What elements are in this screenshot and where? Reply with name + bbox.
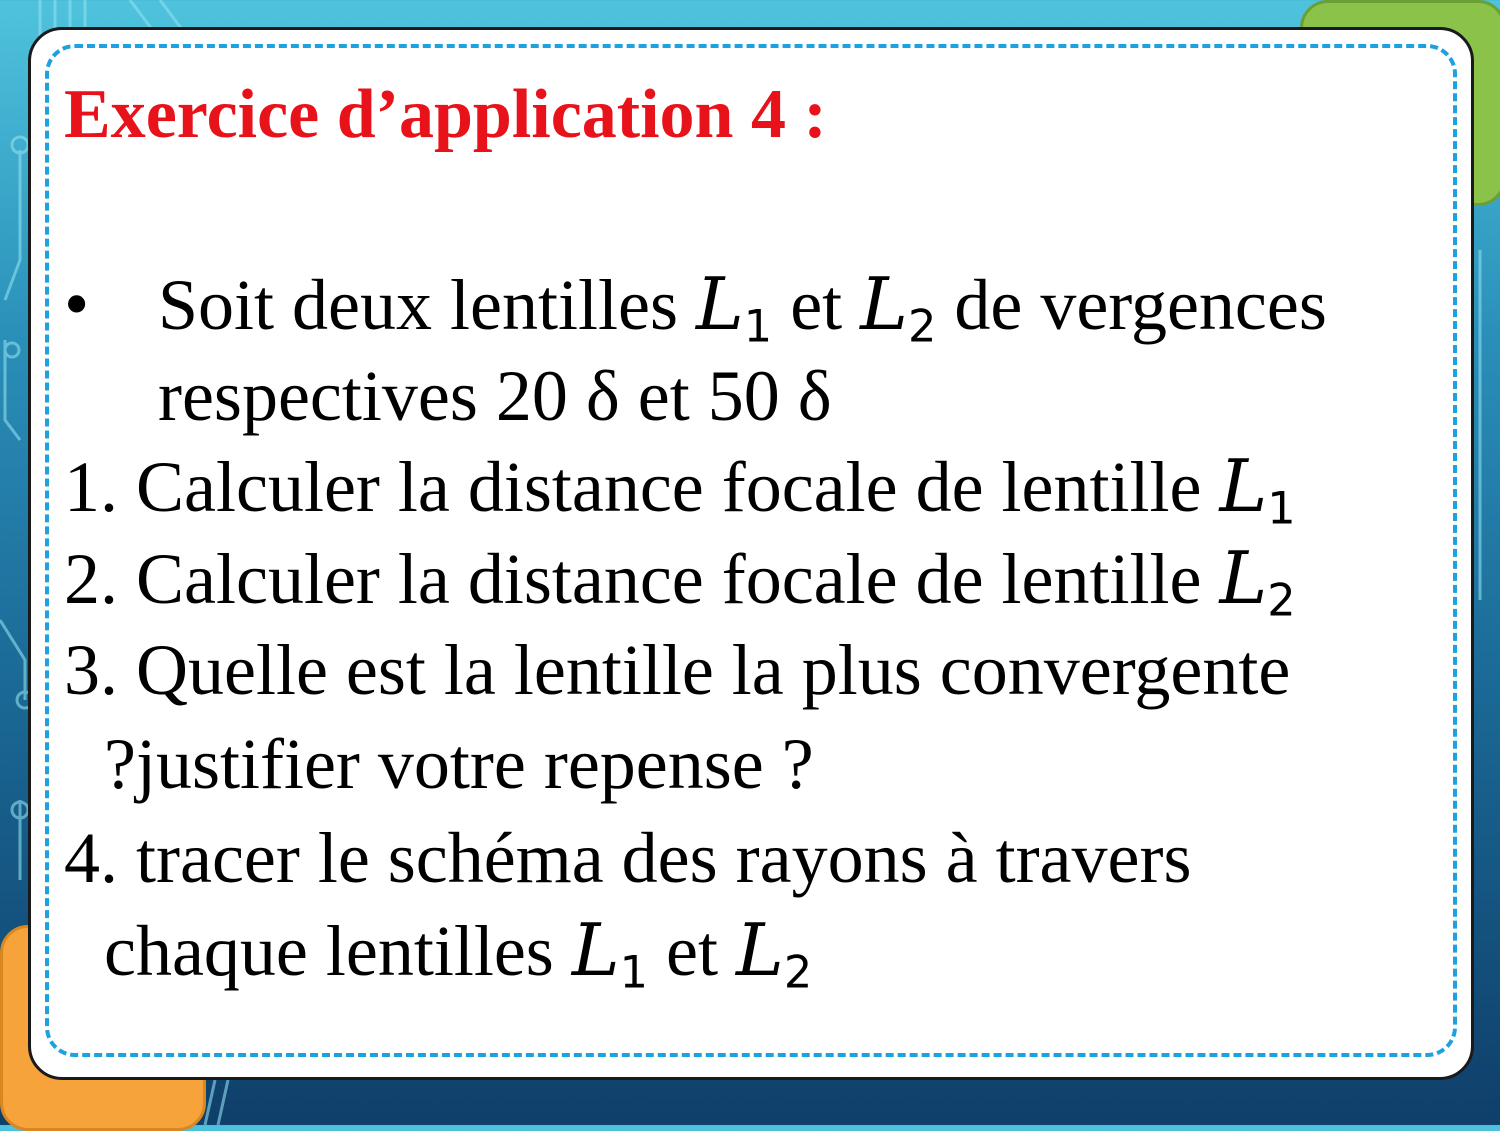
bullet-icon: • xyxy=(64,264,90,344)
intro-line-2: respectives 20 δ et 50 δ xyxy=(158,356,832,436)
question-3-line-2: ?justifier votre repense ? xyxy=(104,724,814,804)
question-4-line-2: chaque lentilles $L_1$ et $L_2$ xyxy=(104,908,813,999)
intro-text-c: de vergences xyxy=(936,265,1327,345)
intro-text-a: Soit deux lentilles xyxy=(158,265,696,345)
question-1: 1. Calculer la distance focale de lentille $L_1$ xyxy=(64,444,1296,535)
question-2: 2. Calculer la distance focale de lentille $L_2$ xyxy=(64,536,1296,627)
intro-line-1 xyxy=(158,262,1327,353)
question-3-line-1: 3. Quelle est la lentille la plus convergente xyxy=(64,630,1291,710)
question-4-line-1: 4. tracer le schéma des rayons à travers xyxy=(64,818,1192,898)
intro-text-b: et xyxy=(772,265,861,345)
exercise-title: Exercice d’application 4 : xyxy=(64,76,827,153)
lens2-symbol: $L_2$ xyxy=(860,262,937,353)
lens1-symbol: $L_1$ xyxy=(695,262,773,353)
